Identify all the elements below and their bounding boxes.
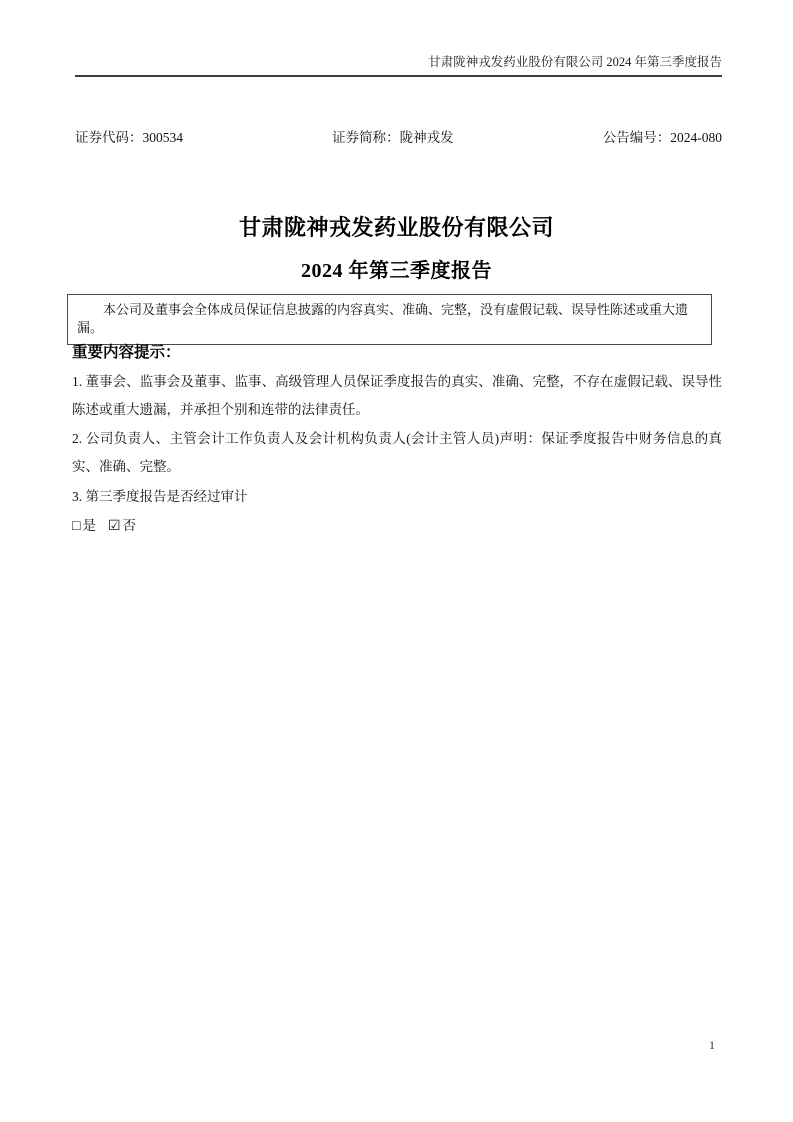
report-title: 2024 年第三季度报告 <box>301 260 492 282</box>
disclosure-notice-text: 本公司及董事会全体成员保证信息披露的内容真实、准确、完整，没有虚假记载、误导性陈述或重大遗漏。 <box>77 302 689 335</box>
important-notes-heading: 重要内容提示： <box>72 344 181 361</box>
important-item-2: 2. 公司负责人、主管会计工作负责人及会计机构负责人(会计主管人员)声明：保证季度报告中财务信息的真实、准确、完整。 <box>72 431 722 474</box>
page-header <box>75 54 722 77</box>
page-header-text: 甘肃陇神戎发药业股份有限公司 2024 年第三季度报告 <box>428 55 722 69</box>
audit-option-yes-label: 是 <box>82 518 96 533</box>
securities-code: 证券代码：300534 <box>75 130 183 145</box>
audit-option-no-label: 否 <box>122 518 137 533</box>
important-item-3: 3. 第三季度报告是否经过审计 <box>72 489 248 504</box>
securities-info-row <box>75 126 722 146</box>
important-item-1: 1. 董事会、监事会及董事、监事、高级管理人员保证季度报告的真实、准确、完整，不存在虚假记载、误导性陈述或重大遗漏，并承担个别和连带的法律责任。 <box>72 374 722 417</box>
announcement-number: 公告编号：2024-080 <box>602 130 722 145</box>
checkbox-checked-icon: ☑ <box>107 519 121 534</box>
page-number: 1 <box>709 1038 715 1052</box>
checkbox-unchecked-icon: □ <box>72 519 81 534</box>
audit-option-no <box>108 518 136 533</box>
company-name-title: 甘肃陇神戎发药业股份有限公司 <box>238 215 554 240</box>
audit-option-yes <box>72 518 96 533</box>
disclosure-notice-box <box>67 294 712 345</box>
audit-options-row <box>72 512 148 541</box>
securities-abbr: 证券简称：陇神戎发 <box>332 130 454 145</box>
